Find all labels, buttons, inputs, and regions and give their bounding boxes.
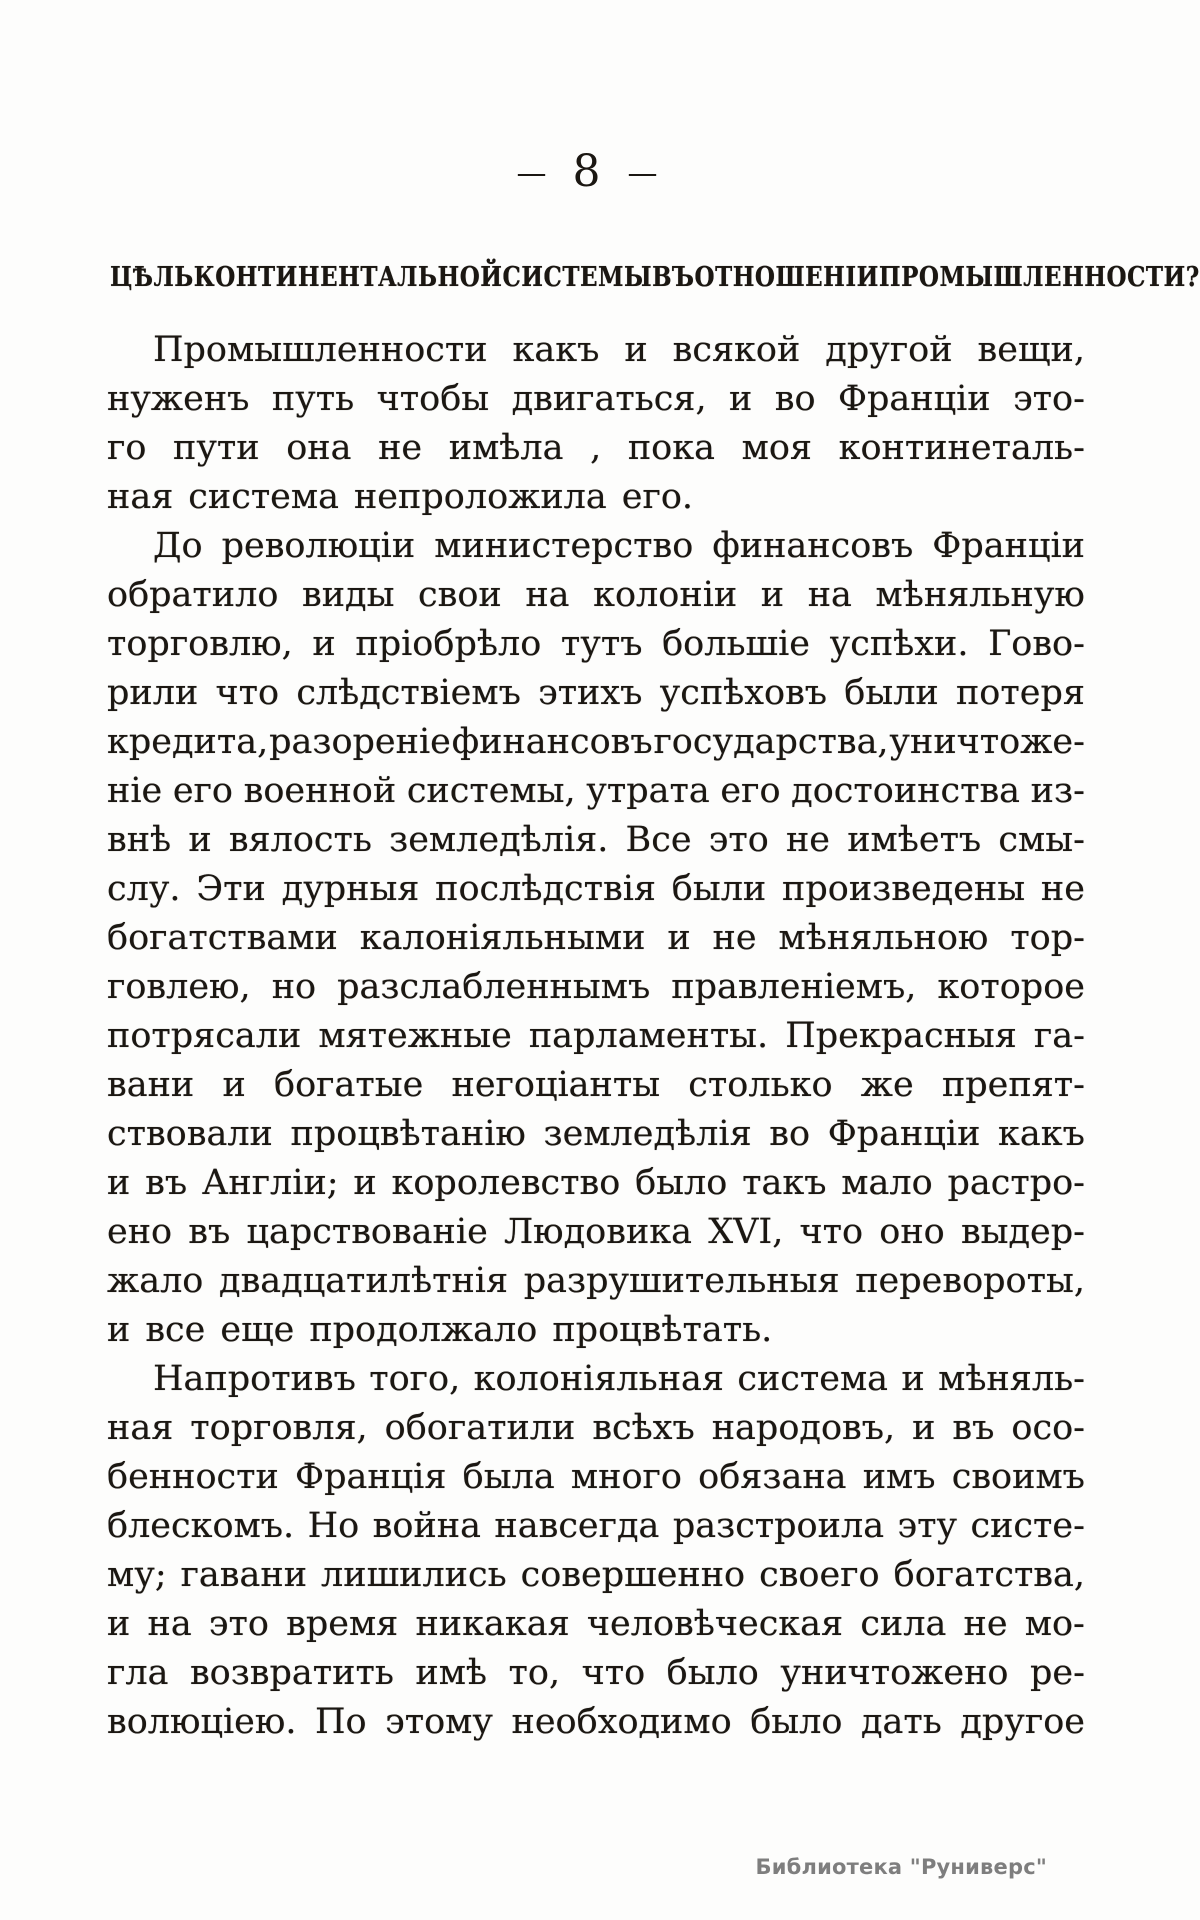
text-line: ено въ царствованіе Людовика XVI, что оно выдер- [107, 1212, 1085, 1252]
text-line: богатствами калоніяльными и не мѣняльною тор- [107, 918, 1085, 958]
text-line: внѣ и вялость земледѣлія. Все это не имѣетъ смы- [107, 820, 1085, 860]
text-line: и все еще продолжало процвѣтать. [107, 1310, 773, 1350]
text-line: слу. Эти дурныя послѣдствія были произведены не [107, 869, 1085, 909]
text-line: го пути она не имѣла , пока моя континеталь- [107, 428, 1085, 468]
page-number [0, 146, 1174, 198]
text-line: кредита, разореніе финансовъ государства, уничтоже- [107, 722, 1085, 762]
text-line: потрясали мятежные парламенты. Прекрасныя га- [107, 1016, 1085, 1056]
body-text [107, 326, 1085, 1747]
text-line: ная система непроложила его. [107, 477, 694, 517]
page-number-dash-left: — [516, 156, 547, 191]
text-line: ствовали процвѣтанію земледѣлія во Франціи какъ [107, 1114, 1085, 1154]
chapter-header: ЦѢЛЬ КОНТИНЕНТАЛЬНОЙ СИСТЕМЫ ВЪ ОТНОШЕНІИ ПРОМЫШЛЕННОСТИ? [110, 261, 1200, 293]
text-line: нуженъ путь чтобы двигаться, и во Франціи это- [107, 379, 1085, 419]
text-line: торговлю, и пріобрѣло тутъ большіе успѣхи. Гово- [107, 624, 1085, 664]
text-line: ная торговля, обогатили всѣхъ народовъ, и въ осо- [107, 1408, 1085, 1448]
text-line: Напротивъ того, колоніяльная система и мѣняль- [153, 1359, 1085, 1399]
page-number-dash-right: — [627, 156, 658, 191]
text-line: вани и богатые негоціанты столько же препят- [107, 1065, 1085, 1105]
text-line: Промышленности какъ и всякой другой вещи, [153, 330, 1085, 370]
text-line: му; гавани лишились совершенно своего богатства, [107, 1555, 1085, 1595]
text-line: волюціею. По этому необходимо было дать другое [107, 1702, 1085, 1742]
text-line: ніе его военной системы, утрата его достоинства из- [107, 771, 1085, 811]
text-line: гла возвратить имѣ то, что было уничтожено ре- [107, 1653, 1085, 1693]
text-line: и въ Англіи; и королевство было такъ мало растро- [107, 1163, 1085, 1203]
text-line: блескомъ. Но война навсегда разстроила эту систе- [107, 1506, 1085, 1546]
text-line: бенности Франція была много обязана имъ своимъ [107, 1457, 1085, 1497]
text-line: обратило виды свои на колоніи и на мѣняльную [107, 575, 1085, 615]
page-number-value: 8 [572, 146, 602, 197]
library-watermark: Библиотека "Руниверс" [755, 1855, 1047, 1879]
text-line: До революціи министерство финансовъ Франціи [153, 526, 1085, 566]
text-line: говлею, но разслабленнымъ правленіемъ, которое [107, 967, 1085, 1007]
text-line: жало двадцатилѣтнія разрушительныя перевороты, [107, 1261, 1085, 1301]
text-line: и на это время никакая человѣческая сила не мо- [107, 1604, 1085, 1644]
text-line: рили что слѣдствіемъ этихъ успѣховъ были потеря [107, 673, 1085, 713]
